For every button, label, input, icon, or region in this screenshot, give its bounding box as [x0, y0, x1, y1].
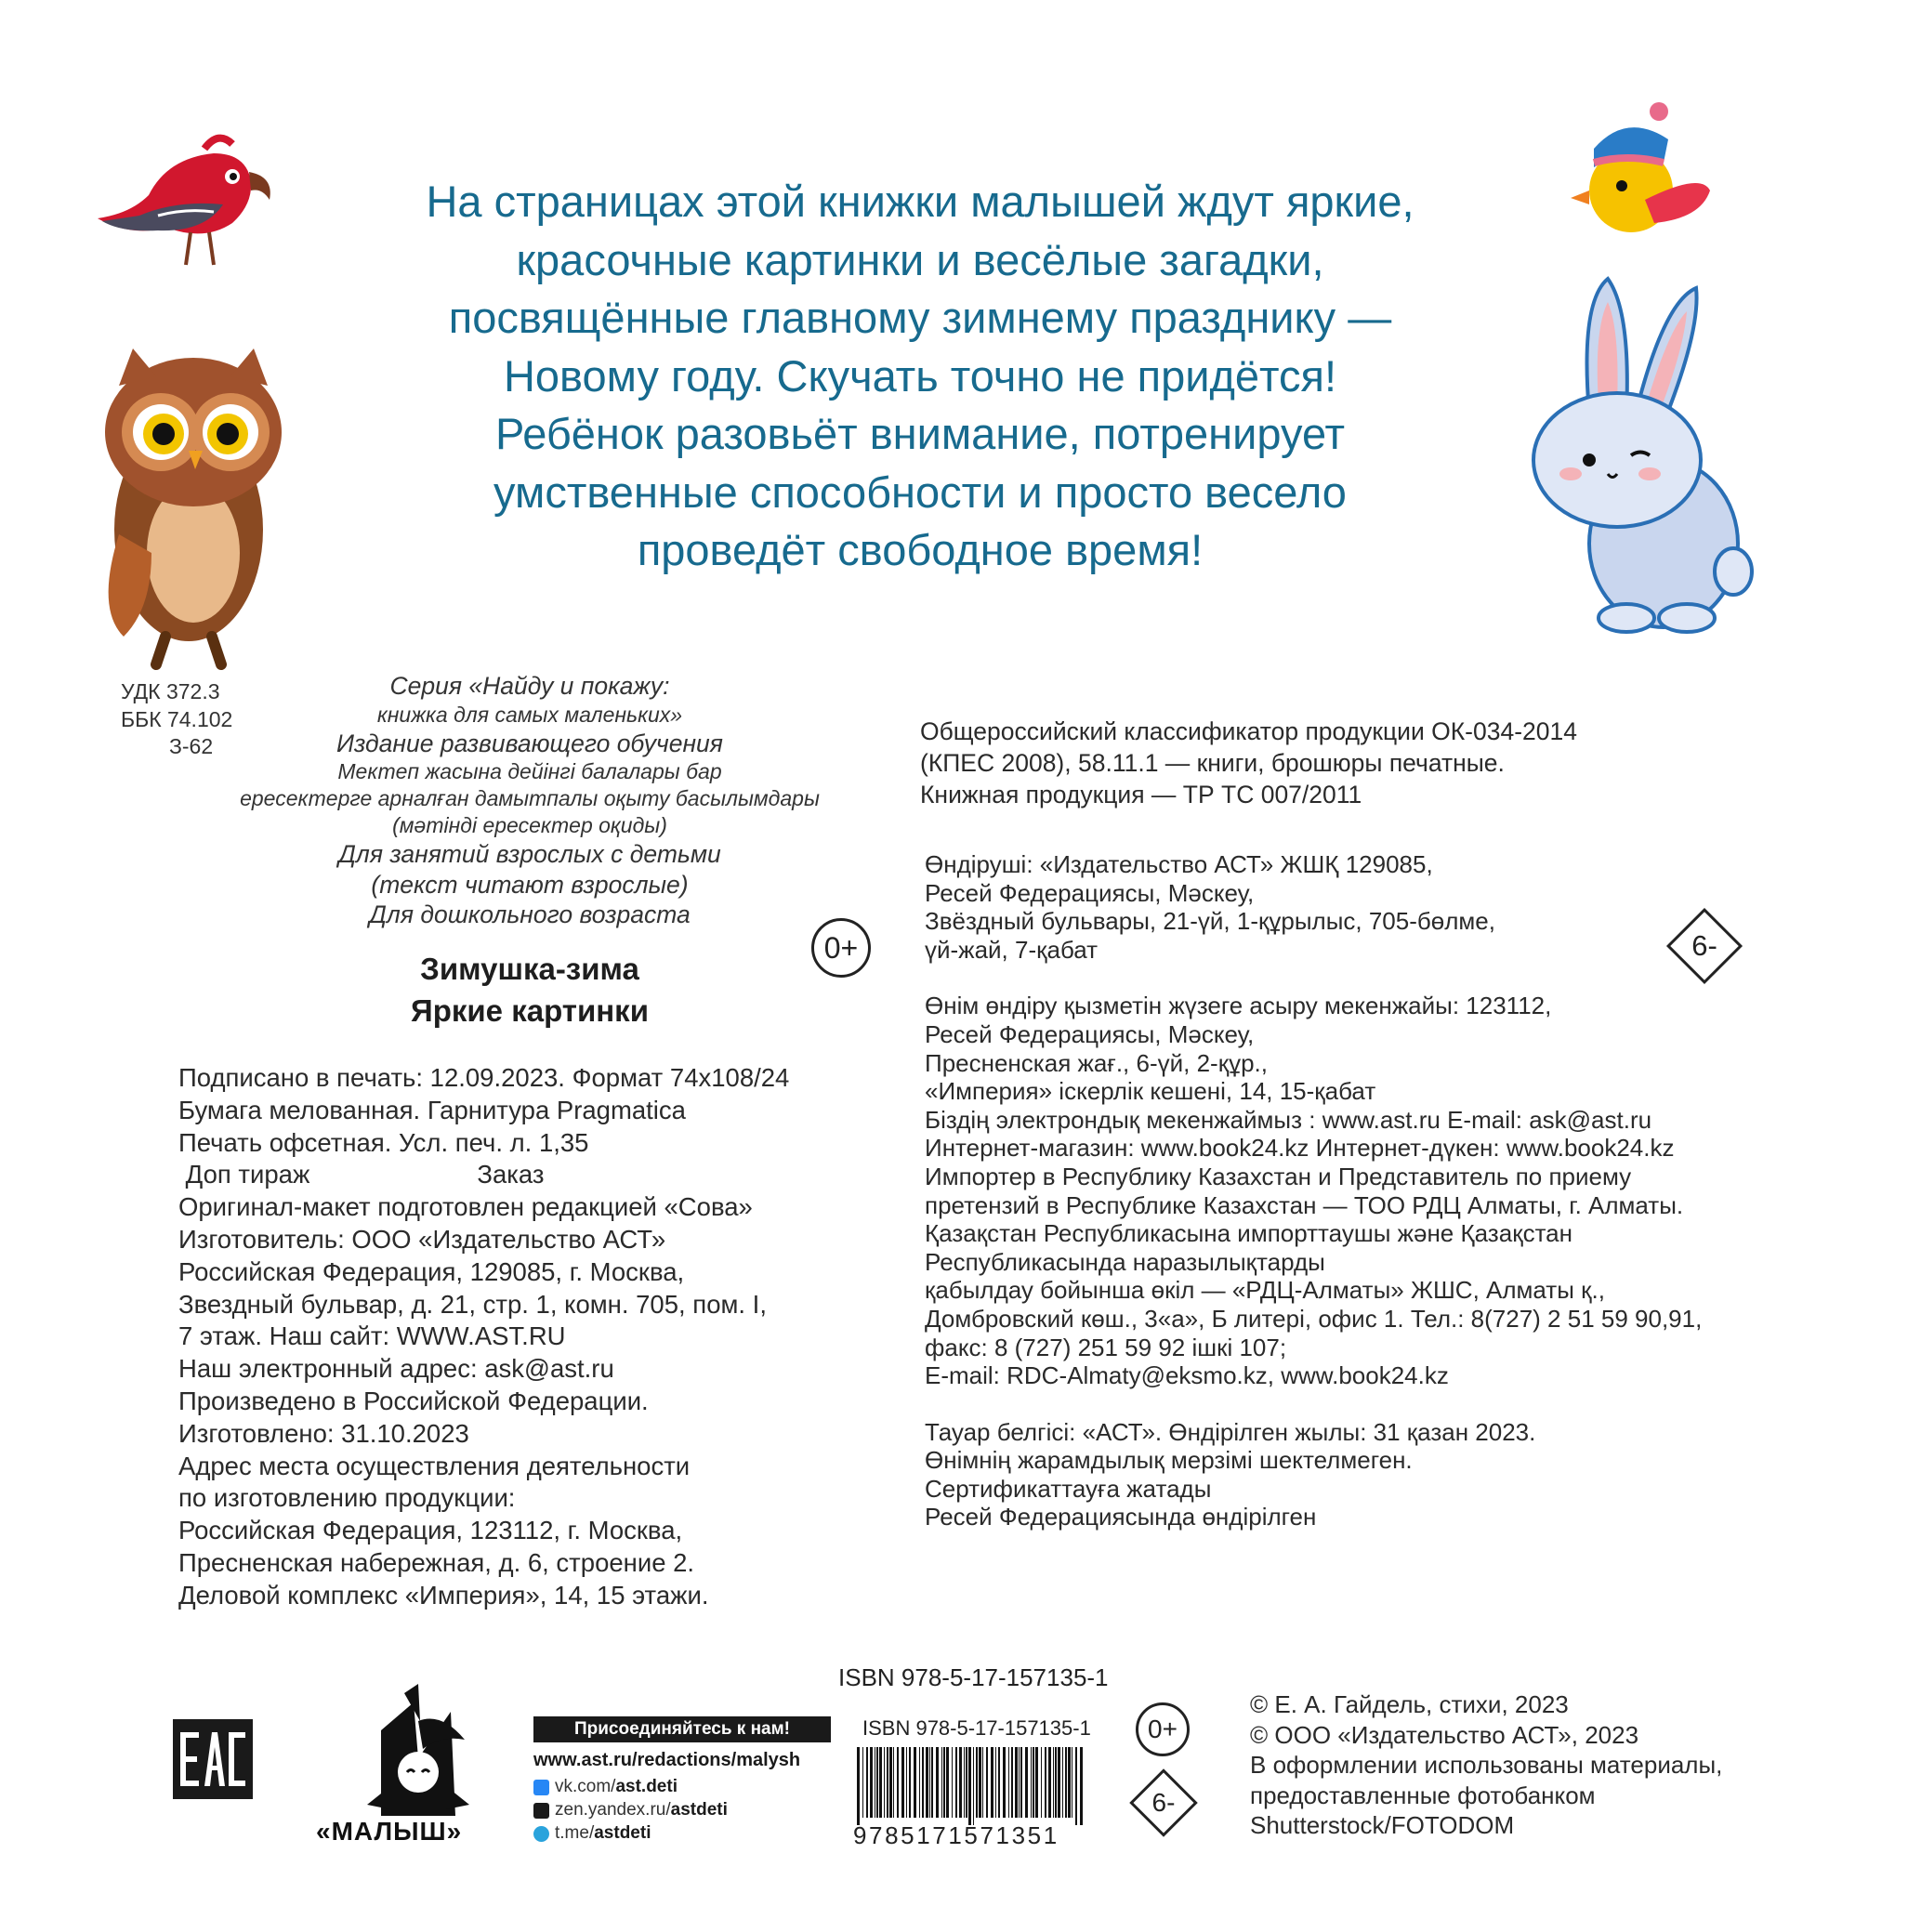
kazakh-info-block	[925, 850, 1702, 1531]
imprint-line: Произведено в Российской Федерации.	[178, 1386, 649, 1415]
author-mark: З-62	[169, 734, 214, 758]
series-line: Серия «Найду и покажу:	[389, 672, 670, 700]
blurb-line: проведёт свободное время!	[637, 525, 1204, 574]
social-handle: ast.deti	[615, 1777, 678, 1796]
imprint-block	[178, 1062, 789, 1612]
imprint-line: Изготовлено: 31.10.2023	[178, 1418, 469, 1448]
imprint-line: Деловой комплекс «Империя», 14, 15 этажи.	[178, 1580, 709, 1610]
copyright-line: © ООО «Издательство АСТ», 2023	[1250, 1720, 1639, 1749]
social-handle: astdeti	[594, 1823, 651, 1843]
product-classifier	[920, 716, 1577, 810]
blurb-line: красочные картинки и весёлые загадки,	[516, 234, 1324, 284]
producer-line: үй-жай, 7-қабат	[925, 935, 1099, 964]
trademark-line: Сертификаттауға жатады	[925, 1474, 1212, 1503]
imprint-line: Звездный бульвар, д. 21, стр. 1, комн. 705, пом. I,	[178, 1289, 767, 1319]
join-us-banner: Присоединяйтесь к нам!	[533, 1716, 831, 1742]
address-line: қабылдау бойынша өкіл — «РДЦ-Алматы» ЖШС, Алматы қ.,	[925, 1276, 1605, 1305]
description-blurb	[316, 173, 1524, 580]
series-info	[204, 671, 855, 930]
yellow-bird-icon	[1571, 98, 1719, 246]
imprint-line: Российская Федерация, 129085, г. Москва,	[178, 1256, 685, 1286]
series-line: (мәтінді ересектер оқиды)	[392, 813, 667, 837]
trademark-line: Тауар белгісі: «АСТ». Өндірілген жылы: 31 қазан 2023.	[925, 1417, 1536, 1446]
series-line: книжка для самых маленьких»	[376, 702, 683, 727]
address-line: претензий в Республике Казахстан — ТОО РДЦ Алматы, г. Алматы.	[925, 1190, 1684, 1219]
bunny-icon	[1524, 274, 1757, 637]
vk-icon	[533, 1780, 549, 1795]
imprint-line: 7 этаж. Наш сайт: WWW.AST.RU	[178, 1321, 566, 1351]
address-line: Ресей Федерациясы, Мәскеу,	[925, 1019, 1255, 1048]
imprint-line: Адрес места осуществления деятельности	[178, 1451, 691, 1480]
blurb-line: посвящённые главному зимнему празднику —	[448, 293, 1392, 342]
blurb-line: На страницах этой книжки малышей ждут яркие,	[426, 177, 1414, 226]
telegram-icon	[533, 1826, 549, 1842]
imprint-line: Пресненская набережная, д. 6, строение 2.	[178, 1547, 695, 1577]
address-line: Біздің электрондық мекенжаймыз : www.ast.ru E-mail: ask@ast.ru	[925, 1105, 1652, 1134]
address-line: Қазақстан Республикасына импорттаушы және Қазақстан	[925, 1219, 1572, 1248]
series-line: Для дошкольного возраста	[369, 900, 691, 928]
age-six-minus-label: 6-	[1151, 1788, 1176, 1817]
order-label: Заказ	[477, 1160, 545, 1189]
barcode-icon	[855, 1747, 1085, 1825]
copyright-line: предоставленные фотобанком	[1250, 1781, 1596, 1809]
join-us-url: www.ast.ru/redactions/malysh	[533, 1750, 801, 1770]
series-line: Мектеп жасына дейінгі балалары бар	[337, 759, 722, 783]
classifier-line: Общероссийский классификатор продукции ОК-034-2014	[920, 717, 1577, 745]
age-zero-plus-badge	[811, 918, 871, 978]
classifier-line: Книжная продукция — ТР ТС 007/2011	[920, 781, 1362, 808]
imprint-line: Изготовитель: ООО «Издательство АСТ»	[178, 1224, 666, 1254]
age-zero-plus-label: 0+	[1148, 1715, 1178, 1743]
copyright-line: Shutterstock/FOTODOM	[1250, 1811, 1515, 1839]
copyright-line: В оформлении использованы материалы,	[1250, 1751, 1723, 1779]
age-six-minus-badge-small	[1126, 1766, 1201, 1840]
address-line: Республикасында наразылықтарды	[925, 1247, 1325, 1276]
book-title-line: Зимушка-зима	[420, 952, 639, 986]
address-line: Өнім өндіру қызметін жүзеге асыру мекенжайы: 123112,	[925, 992, 1552, 1020]
series-line: Для занятий взрослых с детьми	[338, 840, 721, 868]
social-link-telegram	[533, 1823, 651, 1844]
address-line: Пресненская жағ., 6-үй, 2-құр.,	[925, 1048, 1268, 1077]
imprint-line-tirazh	[178, 1159, 789, 1191]
book-title-line: Яркие картинки	[411, 993, 649, 1028]
address-line: Интернет-магазин: www.book24.kz Интернет-дүкен: www.book24.kz	[925, 1134, 1675, 1163]
udk-code: УДК 372.3	[121, 679, 220, 703]
blurb-line: Новому году. Скучать точно не придётся!	[503, 350, 1337, 401]
trademark-line: Ресей Федерациясында өндірілген	[925, 1503, 1317, 1531]
producer-line: Звёздный бульвары, 21-үй, 1-құрылыс, 705-бөлме,	[925, 907, 1495, 936]
imprint-line: по изготовлению продукции:	[178, 1483, 516, 1513]
address-line: факс: 8 (727) 251 59 92 ішкі 107;	[925, 1333, 1287, 1361]
dop-tirazh-label: Доп тираж	[185, 1160, 310, 1189]
address-line: Импортер в Республику Казахстан и Представитель по приему	[925, 1162, 1632, 1190]
series-line: ересектерге арналған дамытпалы оқыту басылымдары	[240, 786, 820, 810]
imprint-line: Российская Федерация, 123112, г. Москва,	[178, 1516, 683, 1545]
social-prefix: zen.yandex.ru/	[555, 1800, 671, 1820]
bbk-code: ББК 74.102	[121, 706, 233, 731]
isbn-small: ISBN 978-5-17-157135-1	[862, 1716, 1091, 1740]
social-prefix: t.me/	[555, 1823, 595, 1843]
address-line: «Империя» іскерлік кешені, 14, 15-қабат	[925, 1077, 1376, 1106]
address-line: E-mail: RDC-Almaty@eksmo.kz, www.book24.kz	[925, 1361, 1449, 1390]
producer-line: Өндіруші: «Издательство АСТ» ЖШҚ 129085,	[925, 850, 1433, 878]
imprint-line: Оригинал-макет подготовлен редакцией «Сова»	[178, 1192, 753, 1222]
imprint-line: Наш электронный адрес: ask@ast.ru	[178, 1354, 614, 1384]
isbn-top: ISBN 978-5-17-157135-1	[838, 1663, 1109, 1691]
blurb-line: Ребёнок разовьёт внимание, потренирует	[494, 409, 1346, 458]
age-zero-plus-label: 0+	[823, 930, 859, 965]
imprint-line: Бумага мелованная. Гарнитура Pragmatica	[178, 1095, 686, 1124]
series-line: (текст читают взрослые)	[371, 870, 689, 899]
copyright-line: © Е. А. Гайдель, стихи, 2023	[1250, 1690, 1569, 1718]
zen-icon	[533, 1803, 549, 1819]
red-bird-icon	[93, 112, 279, 269]
age-zero-plus-badge-small	[1136, 1702, 1190, 1756]
imprint-line: Подписано в печать: 12.09.2023. Формат 74х108/24	[178, 1063, 790, 1092]
social-link-zen	[533, 1800, 728, 1820]
social-prefix: vk.com/	[555, 1777, 616, 1796]
age-six-minus-label: 6-	[1691, 929, 1717, 962]
owl-icon	[82, 330, 291, 674]
barcode-number: 9785171571351	[853, 1821, 1059, 1849]
copyright-block	[1250, 1689, 1722, 1841]
imprint-line: Печать офсетная. Усл. печ. л. 1,35	[178, 1127, 589, 1157]
trademark-line: Өнімнің жарамдылық мерзімі шектелмеген.	[925, 1446, 1413, 1475]
social-handle: astdeti	[670, 1800, 728, 1820]
malysh-logo-text: «МАЛЫШ»	[316, 1817, 463, 1846]
address-line: Домбровский көш., 3«а», Б литері, офис 1. Тел.: 8(727) 2 51 59 90,91,	[925, 1304, 1703, 1333]
eac-mark-icon	[173, 1719, 253, 1799]
producer-line: Ресей Федерациясы, Мәскеу,	[925, 878, 1255, 907]
social-link-vk	[533, 1777, 678, 1797]
classifier-line: (КПЕС 2008), 58.11.1 — книги, брошюры печатные.	[920, 749, 1505, 777]
book-title	[279, 948, 781, 1032]
malysh-logo-icon	[362, 1684, 474, 1816]
blurb-line: умственные способности и просто весело	[493, 467, 1347, 517]
series-line: Издание развивающего обучения	[336, 729, 723, 757]
